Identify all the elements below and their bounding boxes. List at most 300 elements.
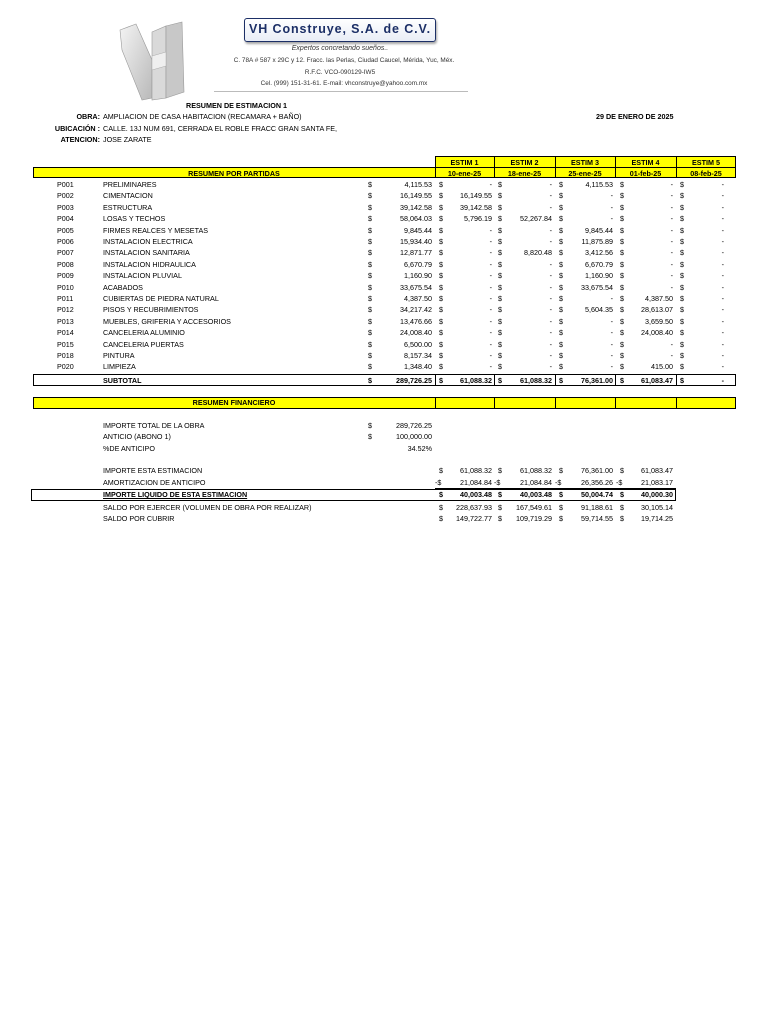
amortizacion-label: AMORTIZACION DE ANTICIPO xyxy=(103,478,206,487)
row-estim-3: - xyxy=(610,294,613,303)
row-currency: $ xyxy=(368,294,372,303)
row-estim-5: - xyxy=(721,351,724,360)
row-estim-3: - xyxy=(610,328,613,338)
row-code: P001 xyxy=(57,180,74,189)
row-currency: $ xyxy=(498,362,502,372)
table-row xyxy=(0,270,768,281)
table-row xyxy=(0,259,768,270)
subtotal-total: 289,726.25 xyxy=(396,376,432,385)
row-currency: $ xyxy=(620,259,624,269)
company-rfc: R.F.C. VCO-090129-IW5 xyxy=(304,69,376,76)
row-estim-4: - xyxy=(670,237,673,246)
row-currency: $ xyxy=(680,180,684,189)
row-total: 1,160.90 xyxy=(404,271,432,281)
estim-3-date: 25-ene-25 xyxy=(568,169,602,178)
row-total: 58,064.03 xyxy=(400,214,432,224)
estim-5-header: ESTIM 5 xyxy=(692,158,720,167)
subtotal-estim-3: 76,361.00 xyxy=(581,376,613,385)
row-description: INSTALACION ELECTRICA xyxy=(103,237,193,246)
row-total: 6,500.00 xyxy=(404,339,432,349)
row-currency: $ xyxy=(498,339,502,349)
row-description: FIRMES REALCES Y MESETAS xyxy=(103,225,209,235)
row-estim-3: - xyxy=(610,362,613,372)
importe-total-row: IMPORTE TOTAL DE LA OBRA $ 289,726.25 xyxy=(103,421,432,430)
row-estim-3: - xyxy=(610,202,613,212)
row-currency: $ xyxy=(680,191,684,201)
row-estim-5: - xyxy=(721,271,724,281)
row-code: P011 xyxy=(57,294,74,303)
row-estim-3: - xyxy=(610,214,613,224)
row-estim-4: - xyxy=(670,339,673,349)
row-currency: $ xyxy=(439,282,443,292)
row-estim-2: - xyxy=(549,282,552,292)
row-estim-5: - xyxy=(721,305,724,315)
row-estim-5: - xyxy=(721,316,724,326)
row-total: 15,934.40 xyxy=(400,237,432,246)
row-estim-5: - xyxy=(721,225,724,235)
table-row xyxy=(0,327,768,338)
row-currency: $ xyxy=(439,202,443,212)
saldo-cubrir-row: SALDO POR CUBRIR $ 149,722.77 $ 109,719.29 $ 59,714.55 $ 19,714.25 xyxy=(103,514,673,523)
row-currency: $ xyxy=(559,328,563,338)
atencion-value: JOSE ZARATE xyxy=(103,135,152,144)
row-estim-3: 9,845.44 xyxy=(585,225,613,235)
row-currency: $ xyxy=(439,191,443,201)
company-slogan: Expertos concretando sueños.. xyxy=(291,45,389,52)
row-currency: $ xyxy=(559,305,563,315)
row-estim-1: 39,142.58 xyxy=(460,202,492,212)
partidas-title: RESUMEN POR PARTIDAS xyxy=(188,169,280,178)
row-code: P002 xyxy=(57,191,74,201)
row-estim-3: 3,412.56 xyxy=(585,248,613,258)
row-code: P009 xyxy=(57,271,74,281)
amortizacion-row: AMORTIZACION DE ANTICIPO -$ 21,084.84 -$ 21,084.84 -$ 26,356.26 -$ 21,083.17 xyxy=(103,478,673,487)
table-row xyxy=(0,350,768,361)
estim-4-header: ESTIM 4 xyxy=(631,158,660,167)
atencion-label: ATENCION: xyxy=(60,135,100,144)
row-currency: $ xyxy=(620,282,624,292)
row-code: P015 xyxy=(57,339,74,349)
row-currency: $ xyxy=(680,202,684,212)
row-estim-4: - xyxy=(670,191,673,201)
row-total: 9,845.44 xyxy=(404,225,432,235)
row-estim-2: - xyxy=(549,225,552,235)
row-total: 13,476.66 xyxy=(400,316,432,326)
row-code: P006 xyxy=(57,237,74,246)
table-row xyxy=(0,179,768,190)
row-total: 4,387.50 xyxy=(404,294,432,303)
row-estim-1: - xyxy=(489,294,492,303)
row-estim-5: - xyxy=(721,282,724,292)
row-currency: $ xyxy=(498,225,502,235)
row-currency: $ xyxy=(498,202,502,212)
row-currency: $ xyxy=(439,294,443,303)
row-estim-2: - xyxy=(549,305,552,315)
row-currency: $ xyxy=(620,248,624,258)
row-estim-4: - xyxy=(670,248,673,258)
company-address: C. 78A # 587 x 29C y 12. Fracc. las Perlas, Ciudad Caucel, Mérida, Yuc, Méx. xyxy=(233,57,455,64)
row-currency: $ xyxy=(498,248,502,258)
importe-total-value: 289,726.25 xyxy=(396,421,432,430)
pct-anticipo-value: 34.52% xyxy=(407,444,432,453)
row-total: 4,115.53 xyxy=(404,180,432,189)
row-currency: $ xyxy=(368,202,372,212)
row-currency: $ xyxy=(620,180,624,189)
row-estim-1: - xyxy=(489,248,492,258)
row-currency: $ xyxy=(559,339,563,349)
row-estim-5: - xyxy=(721,294,724,303)
row-currency: $ xyxy=(620,328,624,338)
row-currency: $ xyxy=(680,294,684,303)
estim-2-header: ESTIM 2 xyxy=(510,158,539,167)
row-estim-3: 1,160.90 xyxy=(585,271,613,281)
subtotal-estim-1: 61,088.32 xyxy=(460,376,492,385)
row-currency: $ xyxy=(680,248,684,258)
row-estim-3: - xyxy=(610,191,613,201)
row-currency: $ xyxy=(439,339,443,349)
liquido-row: IMPORTE LIQUIDO DE ESTA ESTIMACION $ 40,003.48 $ 40,003.48 $ 50,004.74 $ 40,000.30 xyxy=(103,490,673,499)
row-currency: $ xyxy=(620,294,624,303)
row-estim-4: 415.00 xyxy=(651,362,673,372)
row-currency: $ xyxy=(498,191,502,201)
row-estim-4: - xyxy=(670,202,673,212)
row-currency: $ xyxy=(368,259,372,269)
row-currency: $ xyxy=(439,271,443,281)
table-row xyxy=(0,225,768,236)
row-total: 12,871.77 xyxy=(400,248,432,258)
row-estim-1: - xyxy=(489,351,492,360)
estim-1-date: 10-ene-25 xyxy=(447,169,482,178)
row-currency: $ xyxy=(680,362,684,372)
row-code: P007 xyxy=(57,248,74,258)
row-currency: $ xyxy=(559,259,563,269)
anticipo-row: ANTICIO (ABONO 1) $ 100,000.00 xyxy=(103,432,432,441)
row-total: 33,675.54 xyxy=(400,282,432,292)
row-estim-5: - xyxy=(721,202,724,212)
table-row xyxy=(0,213,768,224)
row-description: CUBIERTAS DE PIEDRA NATURAL xyxy=(103,294,219,303)
row-currency: $ xyxy=(439,305,443,315)
table-row xyxy=(0,316,768,327)
company-contact: Cel. (999) 151-31-61. E-mail: vhconstruye@yahoo.com.mx xyxy=(260,80,428,87)
row-estim-2: - xyxy=(549,316,552,326)
row-currency: $ xyxy=(439,328,443,338)
row-currency: $ xyxy=(680,328,684,338)
row-currency: $ xyxy=(620,214,624,224)
importe-estimacion-label: IMPORTE ESTA ESTIMACION xyxy=(103,466,203,475)
subtotal-label: SUBTOTAL xyxy=(103,376,142,385)
company-logo xyxy=(118,20,188,102)
row-estim-1: - xyxy=(489,237,492,246)
row-currency: $ xyxy=(680,339,684,349)
estim-2-date: 18-ene-25 xyxy=(507,169,542,178)
row-currency: $ xyxy=(498,180,502,189)
doc-title: RESUMEN DE ESTIMACION 1 xyxy=(186,101,288,110)
table-row xyxy=(0,202,768,213)
row-estim-1: - xyxy=(489,339,492,349)
obra-label: OBRA: xyxy=(76,112,100,121)
row-estim-3: 11,875.89 xyxy=(581,237,613,246)
row-total: 34,217.42 xyxy=(400,305,432,315)
row-estim-2: 8,820.48 xyxy=(524,248,552,258)
row-description: PRELIMINARES xyxy=(103,180,157,189)
row-estim-3: 5,604.35 xyxy=(585,305,613,315)
row-currency: $ xyxy=(368,351,372,360)
row-currency: $ xyxy=(368,214,372,224)
row-currency: $ xyxy=(680,237,684,246)
row-description: CANCELERIA ALUMINIO xyxy=(103,328,185,338)
pct-anticipo-label: %DE ANTICIPO xyxy=(103,444,155,453)
row-code: P004 xyxy=(57,214,74,224)
row-currency: $ xyxy=(559,214,563,224)
row-estim-4: 3,659.50 xyxy=(645,316,673,326)
row-currency: $ xyxy=(559,294,563,303)
row-estim-5: - xyxy=(721,248,724,258)
row-currency: $ xyxy=(368,316,372,326)
row-currency: $ xyxy=(368,248,372,258)
row-estim-1: - xyxy=(489,282,492,292)
estim-3-header: ESTIM 3 xyxy=(571,158,599,167)
row-description: ACABADOS xyxy=(103,282,143,292)
row-currency: $ xyxy=(559,362,563,372)
row-estim-2: - xyxy=(549,362,552,372)
row-currency: $ xyxy=(559,191,563,201)
row-currency: $ xyxy=(620,237,624,246)
row-currency: $ xyxy=(620,339,624,349)
row-description: LIMPIEZA xyxy=(103,362,136,372)
row-currency: $ xyxy=(559,282,563,292)
row-code: P018 xyxy=(57,351,74,360)
saldo-ejercer-row: SALDO POR EJERCER (VOLUMEN DE OBRA POR REALIZAR) $ 228,637.93 $ 167,549.61 $ 91,188.61 $ 30,105.14 xyxy=(103,503,673,512)
row-estim-4: - xyxy=(670,214,673,224)
row-estim-3: - xyxy=(610,316,613,326)
row-estim-4: - xyxy=(670,259,673,269)
row-currency: $ xyxy=(368,191,372,201)
row-code: P010 xyxy=(57,282,74,292)
row-currency: $ xyxy=(620,316,624,326)
obra-value: AMPLIACION DE CASA HABITACION (RECAMARA + BAÑO) xyxy=(103,112,302,121)
row-estim-2: - xyxy=(549,180,552,189)
row-currency: $ xyxy=(498,271,502,281)
row-currency: $ xyxy=(680,351,684,360)
row-estim-2: - xyxy=(549,328,552,338)
liquido-label: IMPORTE LIQUIDO DE ESTA ESTIMACION xyxy=(103,490,248,499)
row-currency: $ xyxy=(620,305,624,315)
ubicacion-value: CALLE. 13J NUM 691, CERRADA EL ROBLE FRACC GRAN SANTA FE, xyxy=(103,124,338,133)
row-description: ESTRUCTURA xyxy=(103,202,153,212)
row-estim-4: - xyxy=(670,351,673,360)
table-row xyxy=(0,304,768,315)
row-estim-5: - xyxy=(721,214,724,224)
row-code: P013 xyxy=(57,316,74,326)
row-currency: $ xyxy=(680,305,684,315)
row-estim-5: - xyxy=(721,237,724,246)
row-estim-1: - xyxy=(489,328,492,338)
row-currency: $ xyxy=(559,180,563,189)
row-estim-4: - xyxy=(670,282,673,292)
row-currency: $ xyxy=(439,225,443,235)
row-estim-4: - xyxy=(670,225,673,235)
row-currency: $ xyxy=(439,351,443,360)
row-currency: $ xyxy=(680,316,684,326)
row-estim-1: - xyxy=(489,180,492,189)
estim-4-date: 01-feb-25 xyxy=(629,169,662,178)
row-description: CANCELERIA PUERTAS xyxy=(103,339,184,349)
row-currency: $ xyxy=(368,237,372,246)
row-currency: $ xyxy=(498,282,502,292)
row-estim-1: - xyxy=(489,305,492,315)
row-code: P008 xyxy=(57,259,74,269)
row-estim-3: 6,670.79 xyxy=(585,259,613,269)
row-description: CIMENTACION xyxy=(103,191,153,201)
financiero-title: RESUMEN FINANCIERO xyxy=(192,398,276,407)
row-estim-5: - xyxy=(721,191,724,201)
row-code: P012 xyxy=(57,305,74,315)
row-currency: $ xyxy=(439,237,443,246)
row-currency: $ xyxy=(439,259,443,269)
row-estim-1: - xyxy=(489,225,492,235)
row-estim-1: - xyxy=(489,362,492,372)
row-description: PINTURA xyxy=(103,351,135,360)
anticipo-label: ANTICIO (ABONO 1) xyxy=(103,432,171,441)
pct-anticipo-row xyxy=(0,443,768,454)
subtotal-estim-5: - xyxy=(721,376,724,385)
row-currency: $ xyxy=(680,214,684,224)
row-estim-2: - xyxy=(549,259,552,269)
row-currency: $ xyxy=(368,225,372,235)
row-estim-5: - xyxy=(721,180,724,189)
row-estim-2: - xyxy=(549,294,552,303)
table-row xyxy=(0,236,768,247)
row-total: 6,670.79 xyxy=(404,259,432,269)
saldo-ejercer-label: SALDO POR EJERCER (VOLUMEN DE OBRA POR REALIZAR) xyxy=(103,503,312,512)
row-description: INSTALACION SANITARIA xyxy=(103,248,190,258)
table-row xyxy=(0,282,768,293)
table-row xyxy=(0,361,768,372)
row-estim-5: - xyxy=(721,362,724,372)
doc-date: 29 DE ENERO DE 2025 xyxy=(596,112,674,121)
table-row xyxy=(0,339,768,350)
row-description: INSTALACION HIDRAULICA xyxy=(103,259,196,269)
row-estim-2: - xyxy=(549,191,552,201)
row-currency: $ xyxy=(368,271,372,281)
row-currency: $ xyxy=(498,305,502,315)
row-currency: $ xyxy=(368,362,372,372)
row-currency: $ xyxy=(439,248,443,258)
row-total: 8,157.34 xyxy=(404,351,432,360)
row-currency: $ xyxy=(498,328,502,338)
row-estim-3: - xyxy=(610,339,613,349)
subtotal-estim-4: 61,083.47 xyxy=(641,376,673,385)
row-currency: $ xyxy=(620,202,624,212)
row-description: LOSAS Y TECHOS xyxy=(103,214,166,224)
row-currency: $ xyxy=(559,248,563,258)
row-currency: $ xyxy=(620,191,624,201)
saldo-cubrir-label: SALDO POR CUBRIR xyxy=(103,514,175,523)
row-currency: $ xyxy=(680,271,684,281)
row-currency: $ xyxy=(498,259,502,269)
row-currency: $ xyxy=(439,362,443,372)
row-currency: $ xyxy=(498,294,502,303)
importe-total-label: IMPORTE TOTAL DE LA OBRA xyxy=(103,421,205,430)
row-estim-5: - xyxy=(721,339,724,349)
row-currency: $ xyxy=(439,316,443,326)
subtotal-estim-2: 61,088.32 xyxy=(520,376,552,385)
row-currency: $ xyxy=(620,225,624,235)
row-estim-2: - xyxy=(549,237,552,246)
row-estim-2: - xyxy=(549,339,552,349)
row-currency: $ xyxy=(559,316,563,326)
row-estim-1: 5,796.19 xyxy=(464,214,492,224)
row-estim-4: - xyxy=(670,180,673,189)
row-currency: $ xyxy=(439,214,443,224)
row-estim-1: - xyxy=(489,259,492,269)
row-total: 24,008.40 xyxy=(400,328,432,338)
row-currency: $ xyxy=(680,282,684,292)
row-estim-4: - xyxy=(670,271,673,281)
row-estim-3: 33,675.54 xyxy=(581,282,613,292)
row-currency: $ xyxy=(559,237,563,246)
row-currency: $ xyxy=(559,271,563,281)
row-total: 1,348.40 xyxy=(404,362,432,372)
row-estim-2: 52,267.84 xyxy=(520,214,552,224)
row-currency: $ xyxy=(620,271,624,281)
row-currency: $ xyxy=(559,225,563,235)
row-total: 16,149.55 xyxy=(400,191,432,201)
row-estim-3: 4,115.53 xyxy=(585,180,613,189)
row-code: P020 xyxy=(57,362,74,372)
row-estim-3: - xyxy=(610,351,613,360)
row-description: INSTALACION PLUVIAL xyxy=(103,271,182,281)
row-estim-2: - xyxy=(549,271,552,281)
subtotal-row: SUBTOTAL $ 289,726.25 $ 61,088.32 $ 61,088.32 $ 76,361.00 $ 61,083.47 $ - xyxy=(103,376,724,385)
row-estim-1: - xyxy=(489,271,492,281)
row-currency: $ xyxy=(498,237,502,246)
row-currency: $ xyxy=(498,351,502,360)
row-currency: $ xyxy=(368,305,372,315)
row-estim-2: - xyxy=(549,351,552,360)
row-currency: $ xyxy=(368,328,372,338)
company-name: VH Construye, S.A. de C.V. xyxy=(244,18,436,42)
row-code: P014 xyxy=(57,328,74,338)
row-code: P003 xyxy=(57,202,74,212)
row-estim-1: - xyxy=(489,316,492,326)
row-estim-5: - xyxy=(721,259,724,269)
row-currency: $ xyxy=(498,316,502,326)
row-currency: $ xyxy=(620,351,624,360)
estim-1-header: ESTIM 1 xyxy=(450,158,479,167)
importe-estimacion-row: IMPORTE ESTA ESTIMACION $ 61,088.32 $ 61,088.32 $ 76,361.00 $ 61,083.47 xyxy=(103,466,673,475)
anticipo-value: 100,000.00 xyxy=(396,432,432,441)
row-currency: $ xyxy=(680,225,684,235)
row-currency: $ xyxy=(439,180,443,189)
table-row xyxy=(0,293,768,304)
row-estim-5: - xyxy=(721,328,724,338)
row-currency: $ xyxy=(620,362,624,372)
header-divider xyxy=(214,91,468,92)
row-estim-4: 4,387.50 xyxy=(645,294,673,303)
row-currency: $ xyxy=(559,351,563,360)
row-currency: $ xyxy=(498,214,502,224)
row-description: PISOS Y RECUBRIMIENTOS xyxy=(103,305,199,315)
row-code: P005 xyxy=(57,225,74,235)
row-currency: $ xyxy=(368,339,372,349)
ubicacion-label: UBICACIÓN : xyxy=(54,124,100,133)
row-estim-4: 28,613.07 xyxy=(641,305,673,315)
row-description: MUEBLES, GRIFERIA Y ACCESORIOS xyxy=(103,316,231,326)
row-currency: $ xyxy=(559,202,563,212)
row-estim-1: 16,149.55 xyxy=(460,191,492,201)
